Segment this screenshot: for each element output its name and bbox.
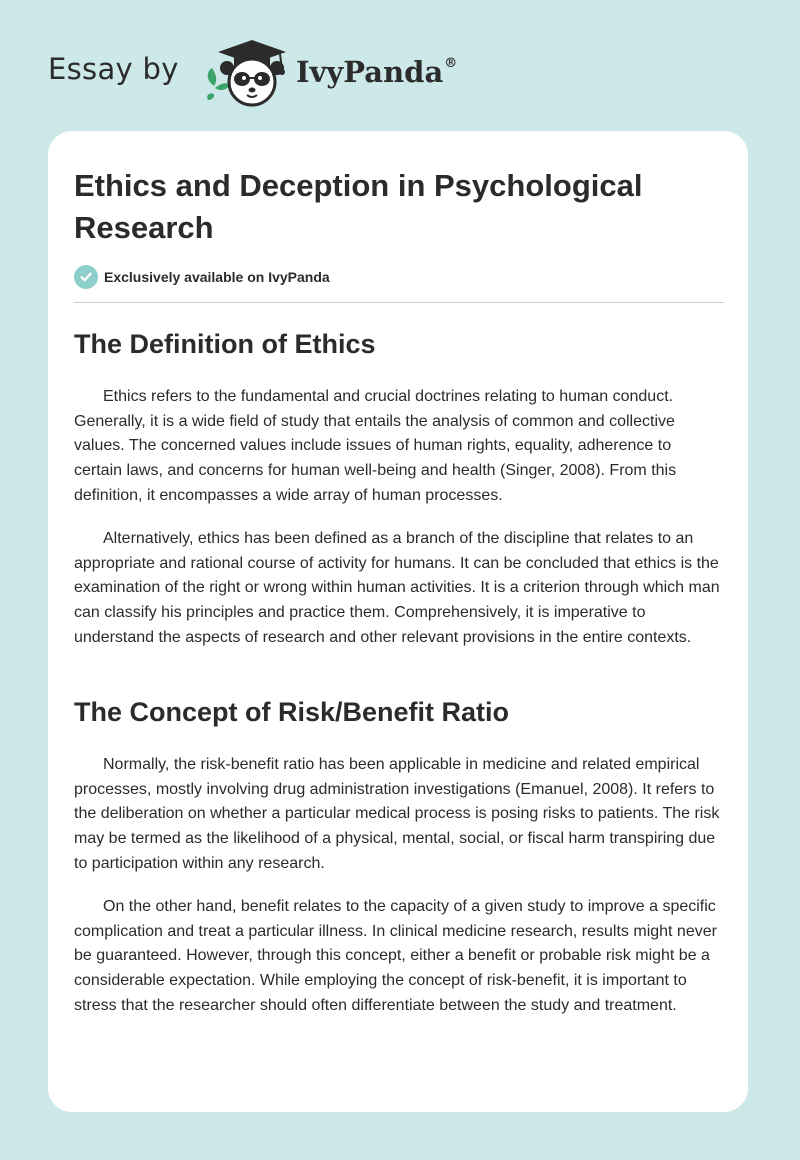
site-header	[0, 0, 800, 130]
exclusive-label: Exclusively available on IvyPanda	[104, 269, 330, 285]
article-title: Ethics and Deception in Psychological Research	[74, 168, 643, 245]
paragraph: On the other hand, benefit relates to the capacity of a given study to improve a specific complication and treat a particular illness. In clinical medicine research, results might never be guaranteed. However, through this concept, either a benefit or probable risk might be a considerable expectation. While employing the concept of risk-benefit, it is important to stress that the researcher should often differentiate between the study and treatment.	[74, 898, 717, 1014]
paragraph: Ethics refers to the fundamental and crucial doctrines relating to human conduct. Generally, it is a wide field of study that entails the analysis of common and collective values. The concerned values include issues of human rights, equality, adherence to certain laws, and concerns for human well-being and health (Singer, 2008). From this definition, it encompasses a wide array of human processes.	[74, 388, 677, 504]
section-heading-risk-benefit-ratio: The Concept of Risk/Benefit Ratio	[74, 697, 510, 727]
section-heading-definition-of-ethics: The Definition of Ethics	[74, 329, 376, 359]
essay-by-label: Essay by	[48, 52, 179, 86]
registered-mark: ®	[444, 56, 458, 72]
brand-name[interactable]: IvyPanda®	[296, 55, 458, 89]
panda-graduate-icon[interactable]	[200, 36, 296, 108]
check-circle-icon	[74, 265, 98, 289]
paragraph: Normally, the risk-benefit ratio has been applicable in medicine and related empirical processes, mostly involving drug administration investigations (Emanuel, 2008). It refers to the deliberation on whether a particular medical process is posing risks to patients. The risk may be termed as the likelihood of a physical, mental, social, or fiscal harm transpiring due to participation within any research.	[74, 756, 720, 872]
title-divider	[74, 302, 724, 303]
article-card	[48, 131, 748, 1112]
exclusive-badge	[74, 264, 330, 290]
paragraph: Alternatively, ethics has been defined as a branch of the discipline that relates to an appropriate and rational course of activity for humans. It can be concluded that ethics is the examination of the right or wrong within human activities. It is a criterion through which man can classify his principles and practice them. Comprehensively, it is imperative to understand the aspects of research and other relevant provisions in the entire contexts.	[74, 530, 720, 646]
